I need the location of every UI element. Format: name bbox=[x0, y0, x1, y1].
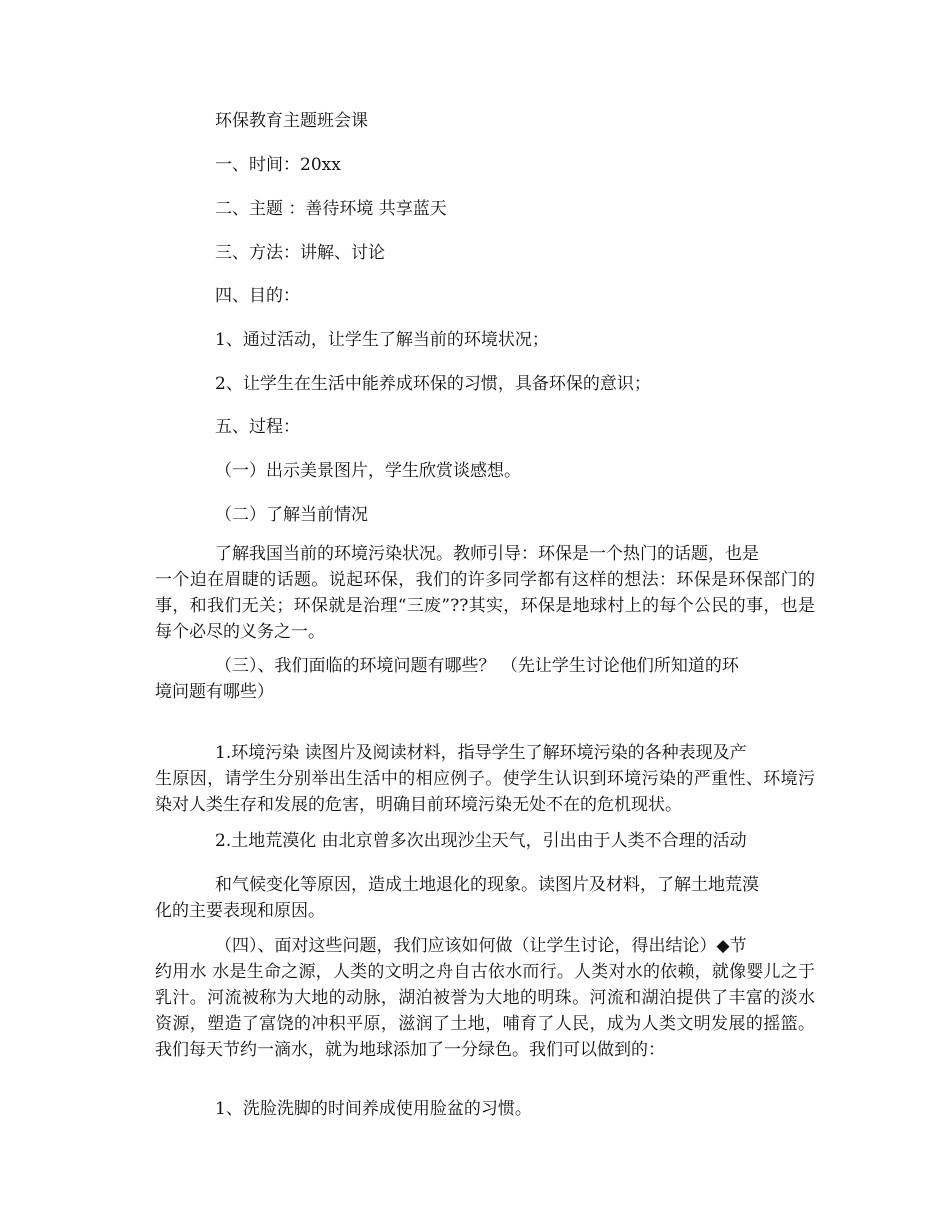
section-process: 五、过程： bbox=[215, 417, 300, 437]
issue-desertification-paragraph bbox=[155, 872, 815, 924]
step3-rest: 境问题有哪些） bbox=[155, 682, 274, 702]
process-step-1: （一）出示美景图片，学生欣赏谈感想。 bbox=[215, 461, 521, 481]
process-step-3 bbox=[155, 653, 815, 705]
process-step-4 bbox=[155, 933, 815, 1063]
situation-rest: 一个迫在眉睫的话题。说起环保，我们的许多同学都有这样的想法：环保是环保部门的事，和我们无关；环保就是治理“三废”??其实，环保是地球村上的每个公民的事，也是每个必尽的义务之一。 bbox=[155, 570, 815, 642]
issue-desertification-line: 2.土地荒漠化 由北京曾多次出现沙尘天气，引出由于人类不合理的活动 bbox=[215, 831, 747, 851]
issue1-first-line: 1.环境污染 读图片及阅读材料，指导学生了解环境污染的各种表现及产 bbox=[215, 743, 747, 763]
situation-first-line: 了解我国当前的环境污染状况。教师引导：环保是一个热门的话题，也是 bbox=[215, 544, 759, 564]
process-step-2: （二）了解当前情况 bbox=[215, 505, 368, 525]
step4-first-line: （四）、面对这些问题，我们应该如何做（让学生讨论，得出结论）◆节 bbox=[215, 936, 747, 956]
section-goal: 四、目的： bbox=[215, 286, 300, 306]
step3-first-line: （三）、我们面临的环境问题有哪些？ （先让学生讨论他们所知道的环 bbox=[215, 656, 739, 676]
goal-item-1: 1、通过活动，让学生了解当前的环境状况； bbox=[215, 330, 549, 350]
issue-pollution bbox=[155, 740, 815, 818]
issue1-rest: 生原因，请学生分别举出生活中的相应例子。使学生认识到环境污染的严重性、环境污染对人类生存和发展的危害，明确目前环境污染无处不在的危机现状。 bbox=[155, 769, 815, 815]
step4-rest: 约用水 水是生命之源，人类的文明之舟自古依水而行。人类对水的依赖，就像婴儿之于乳汁。河流被称为大地的动脉，湖泊被誉为大地的明珠。河流和湖泊提供了丰富的淡水资源，塑造了富饶的冲积平原，滋润了土地，哺育了人民，成为人类文明发展的摇篮。我们每天节约一滴水，就为地球添加了一分绿色。我们可以做到的： bbox=[155, 962, 815, 1060]
section-theme: 二、主题 ：善待环境 共享蓝天 bbox=[215, 199, 447, 219]
section-method: 三、方法：讲解、讨论 bbox=[215, 243, 385, 263]
situation-paragraph bbox=[155, 541, 815, 645]
document-title: 环保教育主题班会课 bbox=[215, 111, 368, 131]
action-item-1: 1、洗脸洗脚的时间养成使用脸盆的习惯。 bbox=[215, 1099, 532, 1119]
section-time: 一、时间：20xx bbox=[215, 155, 341, 175]
goal-item-2: 2、让学生在生活中能养成环保的习惯，具备环保的意识； bbox=[215, 374, 651, 394]
issue2-first-line: 和气候变化等原因，造成土地退化的现象。读图片及材料，了解土地荒漠 bbox=[215, 875, 759, 895]
issue2-rest: 化的主要表现和原因。 bbox=[155, 901, 325, 921]
